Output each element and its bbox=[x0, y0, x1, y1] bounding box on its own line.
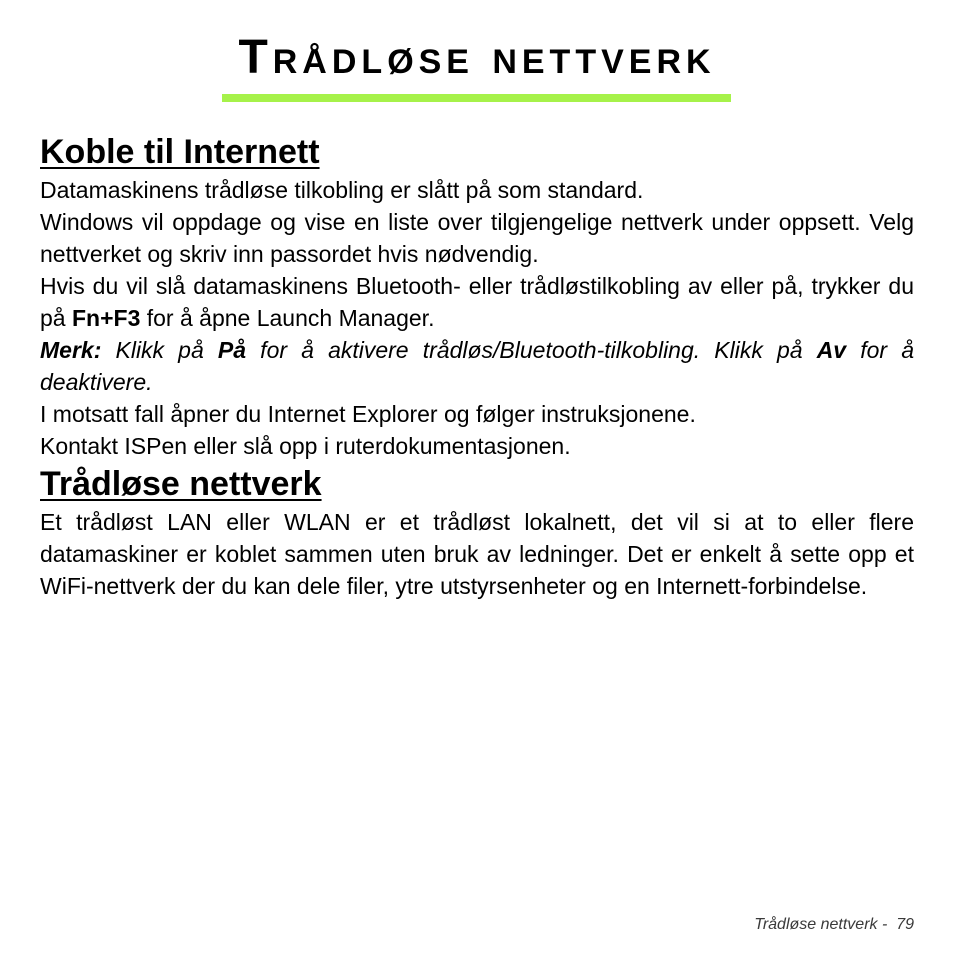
page-content bbox=[40, 130, 914, 602]
note-paragraph bbox=[40, 334, 914, 398]
paragraph-bluetooth-toggle bbox=[40, 270, 914, 334]
bluetooth-text-end: for å åpne Launch Manager. bbox=[140, 305, 435, 331]
paragraph-wireless-default: Datamaskinens trådløse tilkobling er slått på som standard. bbox=[40, 177, 644, 203]
chapter-title: Trådløse nettverk bbox=[238, 31, 716, 84]
section-heading-tradlose-nettverk: Trådløse nettverk bbox=[40, 465, 322, 503]
note-off-label: Av bbox=[816, 337, 847, 363]
footer-separator: - bbox=[877, 916, 897, 933]
note-label: Merk: bbox=[40, 337, 102, 363]
paragraph-internet-explorer: I motsatt fall åpner du Internet Explorer og følger instruksjonene. bbox=[40, 401, 696, 427]
paragraph-contact-isp: Kontakt ISPen eller slå opp i ruterdokumentasjonen. bbox=[40, 433, 571, 459]
note-text-a: Klikk på bbox=[101, 337, 218, 363]
section-heading-koble-til-internett: Koble til Internett bbox=[40, 133, 320, 171]
page-number: 79 bbox=[896, 916, 914, 933]
footer-section-name: Trådløse nettverk bbox=[754, 916, 878, 933]
paragraph-wlan-description: Et trådløst LAN eller WLAN er et trådløst lokalnett, det vil si at to eller flere datamaskiner er koblet sammen uten bruk av ledninger. Det er enkelt å sette opp et WiFi-nettverk der du kan dele filer, ytre utstyrsenheter og en Internett-forbindelse. bbox=[40, 509, 914, 599]
paragraph-windows-networks: Windows vil oppdage og vise en liste over tilgjengelige nettverk under oppsett. Velg nettverket og skriv inn passordet hvis nødvendig. bbox=[40, 209, 914, 267]
note-text-b: for å aktivere trådløs/Bluetooth-tilkobling. Klikk på bbox=[246, 337, 817, 363]
key-combination: Fn+F3 bbox=[71, 305, 141, 331]
page-footer bbox=[754, 916, 914, 934]
title-underline-bar bbox=[222, 94, 731, 102]
note-on-label: På bbox=[217, 337, 247, 363]
note-text-c: for å deaktivere. bbox=[40, 337, 914, 395]
bluetooth-text-start: Hvis du vil slå datamaskinens Bluetooth- eller trådløstilkobling av eller på, trykker du på bbox=[40, 273, 914, 331]
